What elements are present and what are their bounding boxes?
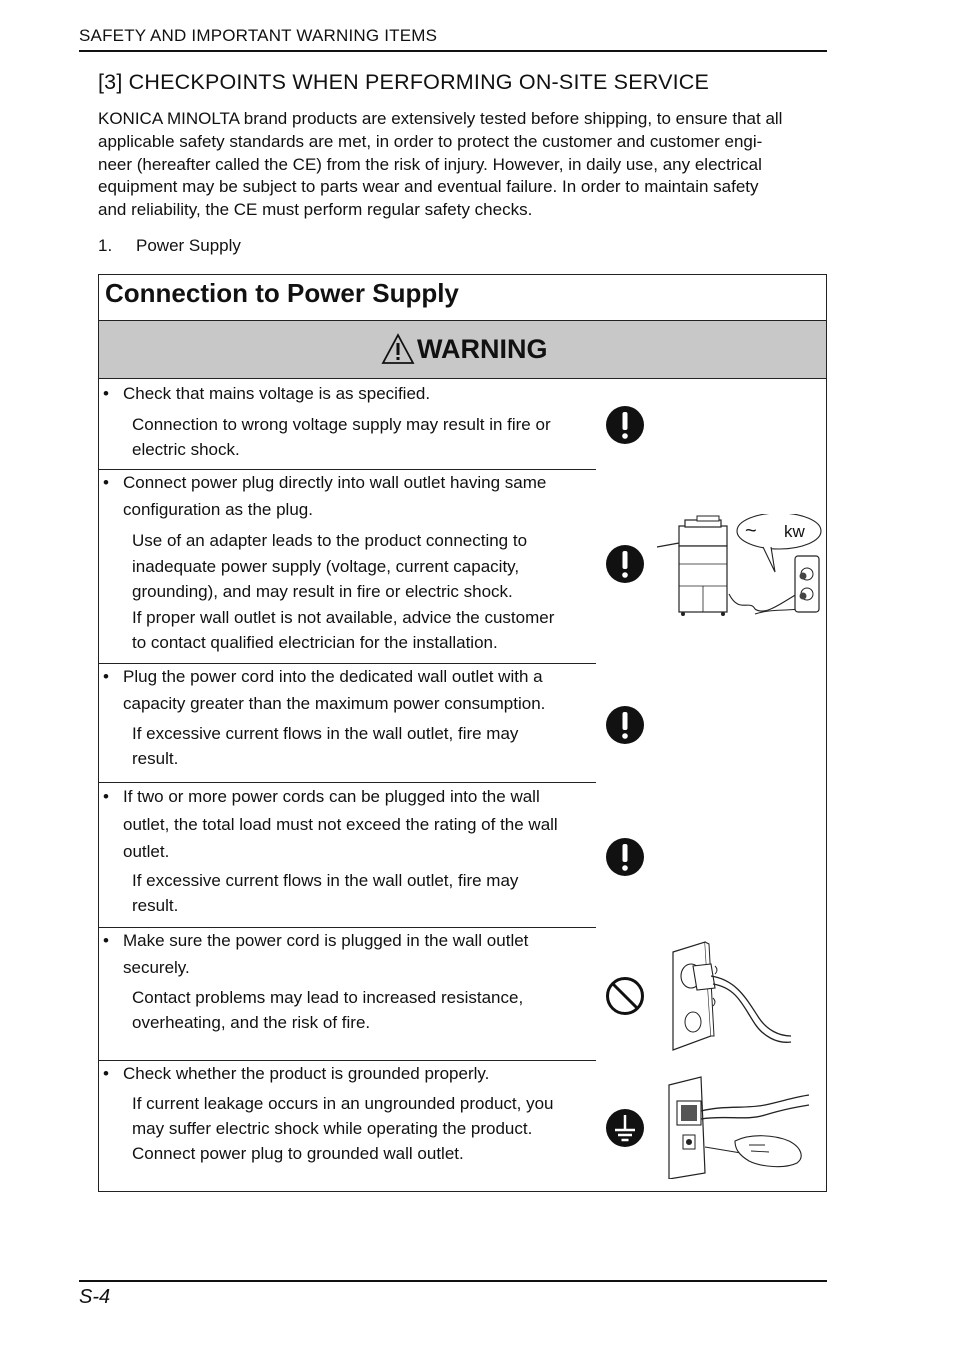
check-line: Check that mains voltage is as specified. (123, 384, 431, 403)
wave-symbol: ~ (745, 520, 757, 542)
consequence-line: may suffer electric shock while operating the product. (132, 1119, 533, 1138)
check-line: configuration as the plug. (123, 499, 313, 519)
check-text (123, 381, 593, 408)
consequence-line: If proper wall outlet is not available, advice the customer (132, 607, 555, 627)
check-text (123, 1061, 593, 1088)
section-title: [3] CHECKPOINTS WHEN PERFORMING ON-SITE SERVICE (98, 70, 710, 94)
intro-line: KONICA MINOLTA brand products are extensively tested before shipping, to ensure that all (98, 109, 783, 128)
list-label: Power Supply (136, 236, 241, 255)
consequence-text (132, 1091, 602, 1166)
check-line: securely. (123, 957, 190, 977)
bullet: • (103, 667, 109, 686)
mandatory-action-icon (605, 837, 645, 877)
ground-icon (605, 1108, 645, 1148)
consequence-line: If excessive current flows in the wall outlet, fire may (132, 724, 519, 743)
consequence-text (132, 528, 602, 656)
consequence-line: electric shock. (132, 440, 240, 459)
consequence-line: to contact qualified electrician for the installation. (132, 633, 498, 652)
consequence-line: If excessive current flows in the wall outlet, fire may (132, 871, 519, 890)
check-line: outlet, the total load must not exceed the rating of the wall (123, 814, 558, 834)
warning-row (99, 379, 826, 469)
mandatory-action-icon (605, 544, 645, 584)
consequence-line: Use of an adapter leads to the product connecting to (132, 531, 528, 550)
check-text (123, 928, 593, 981)
plug-in-outlet-illustration (667, 940, 797, 1052)
list-item-power-supply (98, 236, 241, 256)
consequence-line: inadequate power supply (voltage, current capacity, (132, 556, 520, 576)
mandatory-action-icon (605, 405, 645, 445)
warning-band (99, 321, 826, 379)
warning-row (99, 664, 826, 782)
warning-label: WARNING (417, 333, 548, 364)
intro-line: and reliability, the CE must perform regular safety checks. (98, 200, 533, 220)
mandatory-action-icon (605, 705, 645, 745)
intro-paragraph (98, 108, 828, 222)
running-head: SAFETY AND IMPORTANT WARNING ITEMS (79, 26, 438, 45)
check-text (123, 664, 593, 717)
consequence-line: grounding), and may result in fire or electric shock. (132, 582, 513, 601)
bullet: • (103, 473, 109, 492)
prohibited-icon (605, 976, 645, 1016)
page-number: S-4 (79, 1286, 111, 1308)
warning-row (99, 1061, 826, 1191)
check-line: Plug the power cord into the dedicated wall outlet with a (123, 667, 543, 686)
warning-row (99, 470, 826, 663)
consequence-line: Connect power plug to grounded wall outlet. (132, 1144, 464, 1163)
consequence-line: If current leakage occurs in an ungrounded product, you (132, 1094, 554, 1113)
consequence-line: overheating, and the risk of fire. (132, 1013, 371, 1032)
consequence-line: Contact problems may lead to increased resistance, (132, 988, 524, 1007)
consequence-line: Connection to wrong voltage supply may result in fire or (132, 415, 551, 434)
warning-row (99, 783, 826, 927)
warning-triangle-icon (381, 333, 415, 365)
check-line: Make sure the power cord is plugged in the wall outlet (123, 931, 529, 950)
warning-box (98, 274, 827, 1192)
consequence-text (132, 868, 602, 918)
warning-row (99, 928, 826, 1060)
bullet: • (103, 1064, 109, 1083)
footer-rule (79, 1280, 827, 1282)
warning-heading (381, 331, 548, 367)
header-rule (79, 50, 827, 52)
box-title: Connection to Power Supply (105, 278, 459, 308)
consequence-text (132, 985, 602, 1035)
check-line: Connect power plug directly into wall outlet having same (123, 473, 547, 492)
consequence-line: result. (132, 749, 179, 768)
grounded-outlet-illustration (665, 1075, 815, 1179)
bullet: • (103, 384, 109, 403)
intro-line: equipment may be subject to parts wear and eventual failure. In order to maintain safety (98, 177, 759, 197)
bullet: • (103, 787, 109, 806)
consequence-text (132, 721, 602, 771)
check-line: If two or more power cords can be plugged into the wall (123, 787, 540, 806)
consequence-line: result. (132, 896, 179, 915)
consequence-text (132, 412, 602, 462)
bullet: • (103, 931, 109, 950)
check-line: outlet. (123, 842, 170, 861)
check-text (123, 470, 593, 523)
kw-bubble-text: kw (784, 522, 805, 541)
list-number: 1. (98, 236, 113, 255)
box-title-bar (99, 275, 826, 321)
intro-line: applicable safety standards are met, in order to protect the customer and customer engi- (98, 131, 763, 151)
check-line: capacity greater than the maximum power consumption. (123, 693, 546, 713)
check-text (123, 783, 593, 866)
check-line: Check whether the product is grounded properly. (123, 1064, 490, 1083)
intro-line: neer (hereafter called the CE) from the risk of injury. However, in daily use, any electrical (98, 154, 762, 174)
